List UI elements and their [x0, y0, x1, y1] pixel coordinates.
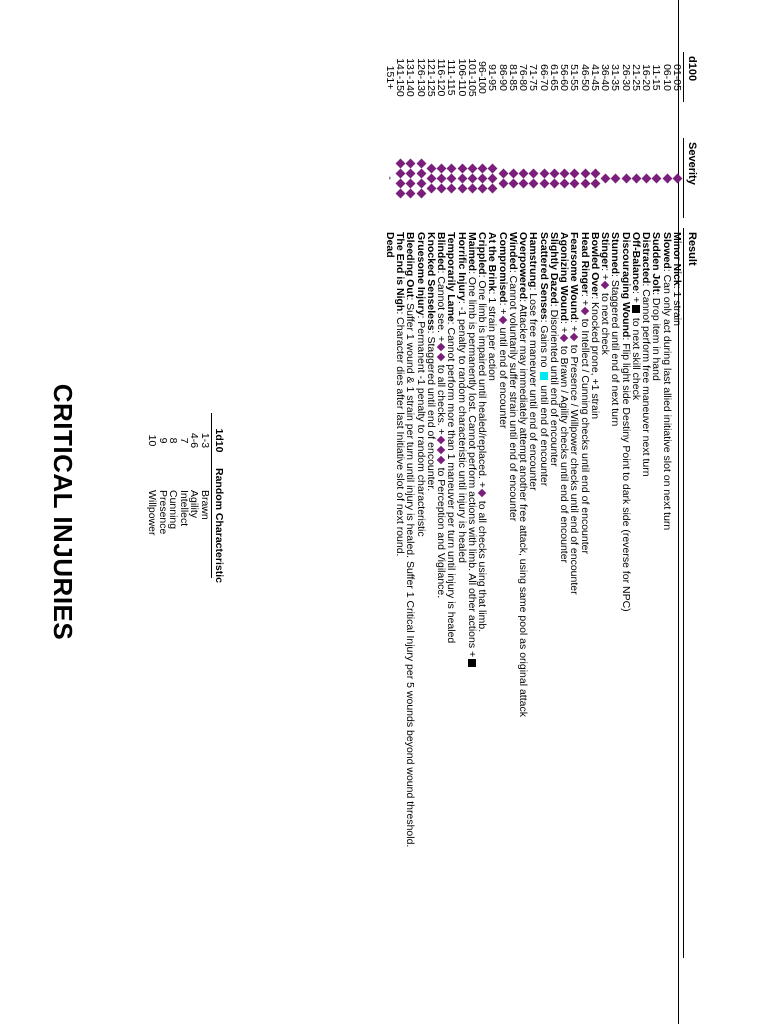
- random-characteristic-table: [147, 413, 225, 583]
- rc-roll: 1-3: [199, 432, 211, 449]
- result-text: : One limb is permanently lost. Cannot perform actions with limb. All other actions +: [466, 271, 478, 658]
- result-text: : Staggered until end of next turn: [609, 274, 622, 427]
- result-text: : -1 penalty to random characteristic until injury is healed: [455, 300, 468, 563]
- d100-range: 61-65: [548, 64, 560, 91]
- d100-range: 141-150: [394, 58, 407, 97]
- severity-cell: [551, 138, 559, 218]
- severity-diamond-icon: [488, 163, 498, 173]
- severity-cell: [613, 138, 621, 218]
- result-text: : Drop item in hand: [650, 292, 663, 381]
- severity-diamond-icon: [437, 173, 447, 183]
- header-rule: [683, 138, 684, 218]
- boost-die-icon: [540, 372, 548, 380]
- d100-range: 46-50: [578, 64, 591, 91]
- difficulty-diamond-icon: [478, 489, 486, 497]
- table-row: [549, 0, 559, 1024]
- table-row: [477, 0, 487, 1024]
- d100-range: 151+: [384, 65, 396, 90]
- result-text: : +: [568, 319, 581, 332]
- d100-range: 101-105: [466, 58, 478, 97]
- d100-range: 66-70: [537, 64, 550, 91]
- severity-diamond-icon: [529, 178, 539, 188]
- injury-name: Distracted: [640, 232, 653, 284]
- d100-range: 21-25: [630, 64, 642, 91]
- injury-name: Blinded: [435, 232, 448, 271]
- result-cell: [539, 232, 549, 486]
- difficulty-die-icon: [435, 342, 447, 362]
- rc-header: [213, 413, 225, 583]
- injury-name: Knocked Senseless: [425, 232, 437, 331]
- result-text: until end of encounter: [496, 324, 509, 429]
- rc-stat: Agility: [188, 490, 201, 519]
- d100-range: 16-20: [640, 64, 653, 91]
- severity-diamond-icon: [437, 183, 447, 193]
- d100-range: 131-140: [404, 58, 417, 97]
- result-text: : Gains no: [537, 319, 550, 371]
- result-text: to all checks using that limb.: [476, 497, 489, 633]
- injury-name: Winded: [507, 232, 519, 270]
- severity-diamond-icon: [396, 158, 406, 168]
- severity-diamond-icon: [457, 173, 467, 183]
- rc-row: [189, 413, 200, 583]
- result-cell: [457, 232, 467, 563]
- severity-cell: [520, 138, 528, 218]
- severity-cell: [500, 138, 508, 218]
- injury-name: The End is Nigh: [394, 232, 407, 312]
- rc-stat: Brawn: [199, 490, 211, 520]
- severity-cell: [469, 138, 477, 218]
- d100-range: 01-05: [671, 64, 683, 91]
- severity-diamond-icon: [416, 178, 426, 188]
- injury-name: Stunned: [609, 232, 622, 274]
- severity-diamond-icon: [529, 168, 539, 178]
- severity-diamond-icon: [416, 168, 426, 178]
- severity-cell: [623, 138, 631, 218]
- severity-diamond-icon: [519, 178, 529, 188]
- severity-diamond-icon: [406, 158, 416, 168]
- difficulty-die-icon: [599, 280, 611, 290]
- setback-die-icon: [468, 659, 476, 667]
- rc-roll: 4-6: [188, 432, 201, 449]
- result-text: : Staggered until end of encounter.: [425, 330, 437, 492]
- severity-diamond-icon: [457, 163, 467, 173]
- d100-range: 11-15: [650, 64, 663, 91]
- result-cell: [405, 232, 415, 847]
- table-row: [395, 0, 405, 1024]
- severity-diamond-icon: [498, 178, 508, 188]
- severity-diamond-icon: [447, 183, 457, 193]
- result-cell: [416, 232, 426, 537]
- page-title: CRITICAL INJURIES: [48, 383, 78, 641]
- result-text: : Can only act during last allied initiative slot on next turn: [660, 268, 673, 531]
- severity-diamond-icon: [468, 173, 478, 183]
- rc-stat: Willpower: [146, 490, 159, 536]
- severity-cell: [664, 138, 672, 218]
- severity-diamond-icon: [601, 173, 611, 183]
- d100-range: 31-35: [609, 64, 622, 91]
- severity-diamond-icon: [642, 173, 652, 183]
- result-text: : +: [496, 302, 509, 315]
- rc-stat: Cunning: [167, 490, 180, 530]
- severity-diamond-icon: [509, 178, 519, 188]
- severity-diamond-icon: [396, 188, 406, 198]
- header-result: Result: [686, 232, 698, 266]
- result-text: to all checks. +: [435, 362, 448, 435]
- result-cell: [559, 232, 569, 563]
- table-row: [600, 0, 610, 1024]
- result-text: : Flip light side Destiny Point to dark side (reverse for NPC): [619, 337, 632, 612]
- injury-name: Maimed: [466, 232, 478, 272]
- injury-name: Scattered Senses: [537, 232, 550, 320]
- rc-stat: Intellect: [178, 490, 190, 527]
- severity-diamond-icon: [673, 173, 683, 183]
- severity-diamond-icon: [406, 168, 416, 178]
- severity-cell: [490, 138, 498, 218]
- result-cell: [467, 232, 477, 669]
- table-row: [651, 0, 661, 1024]
- severity-diamond-icon: [416, 158, 426, 168]
- result-cell: [436, 232, 446, 598]
- result-text: to Presence / Willpower checks until end of encounter: [568, 341, 581, 595]
- result-text: : 1 strain per action: [486, 291, 499, 381]
- severity-diamond-icon: [406, 178, 416, 188]
- table-row: [518, 0, 528, 1024]
- result-text: : Cannot voluntarily suffer strain until end of encounter: [507, 269, 519, 522]
- injury-name: Slightly Dazed: [548, 232, 560, 304]
- severity-diamond-icon: [396, 168, 406, 178]
- d100-range: 56-60: [558, 64, 571, 91]
- table-row: [662, 0, 672, 1024]
- severity-diamond-icon: [560, 178, 570, 188]
- rc-row: [179, 413, 190, 583]
- injury-name: Bleeding Out: [404, 232, 417, 298]
- difficulty-die-icon: [569, 332, 581, 342]
- severity-cell: [674, 138, 682, 218]
- d100-range: 06-10: [660, 64, 673, 91]
- difficulty-die-icon: [579, 306, 591, 316]
- result-text: : +: [558, 321, 571, 333]
- injury-name: Compromised: [496, 232, 509, 303]
- severity-cell: [633, 138, 641, 218]
- injury-name: Agonizing Wound: [558, 232, 571, 322]
- severity-diamond-icon: [427, 173, 437, 183]
- result-cell: [528, 232, 538, 491]
- table-row: [672, 0, 682, 1024]
- severity-diamond-icon: [570, 178, 580, 188]
- result-text: : Knocked prone, +1 strain: [589, 296, 601, 420]
- severity-diamond-icon: [580, 178, 590, 188]
- rc-row: [168, 413, 179, 583]
- setback-die-icon: [632, 305, 640, 313]
- table-row: [610, 0, 620, 1024]
- severity-diamond-icon: [570, 168, 580, 178]
- injury-table: [385, 0, 682, 1024]
- result-cell: [569, 232, 579, 595]
- injury-name: Fearsome Wound: [568, 232, 581, 320]
- result-text: : +: [599, 268, 612, 281]
- severity-diamond-icon: [437, 163, 447, 173]
- rc-row: [147, 413, 158, 583]
- severity-diamond-icon: [447, 163, 457, 173]
- difficulty-diamond-icon: [498, 315, 506, 323]
- injury-name: Dead: [384, 232, 396, 258]
- severity-cell: -: [384, 176, 396, 180]
- severity-diamond-icon: [468, 183, 478, 193]
- severity-diamond-icon: [478, 163, 488, 173]
- result-cell: [651, 232, 661, 381]
- severity-cell: [654, 138, 662, 218]
- severity-diamond-icon: [591, 168, 601, 178]
- rc-rule: [211, 413, 212, 578]
- header-rule: [683, 228, 684, 958]
- result-cell: [672, 232, 682, 326]
- rc-header-stat: Random Characteristic: [213, 468, 225, 583]
- result-cell: [385, 232, 395, 258]
- severity-diamond-icon: [652, 173, 662, 183]
- d100-range: 106-110: [455, 58, 468, 97]
- table-row: [498, 0, 508, 1024]
- difficulty-diamond-icon: [560, 334, 568, 342]
- injury-name: Crippled: [476, 232, 489, 275]
- d100-range: 116-120: [435, 58, 448, 97]
- injury-name: Minor Nick: [671, 232, 683, 286]
- table-row: [405, 0, 415, 1024]
- rc-roll: 10: [146, 434, 159, 447]
- result-text: : Lose free maneuver until end of encounter: [527, 287, 540, 491]
- rc-roll: 9: [157, 437, 169, 444]
- result-cell: [580, 232, 590, 554]
- result-cell: [508, 232, 518, 521]
- result-text: : Attacker may immediately attempt another free attack, using same pool as original attack: [517, 299, 530, 717]
- result-cell: [498, 232, 508, 428]
- severity-diamond-icon: [662, 173, 672, 183]
- severity-diamond-icon: [550, 168, 560, 178]
- difficulty-die-icon: [476, 488, 488, 498]
- result-text: : Character dies after last Initiative slot of next round.: [394, 311, 407, 557]
- table-row: [539, 0, 549, 1024]
- severity-diamond-icon: [478, 173, 488, 183]
- table-row: [641, 0, 651, 1024]
- rc-row: [158, 413, 169, 583]
- severity-diamond-icon: [580, 168, 590, 178]
- result-text: : 1 strain: [671, 285, 683, 326]
- result-text: : Permanent -1 penalty to random characteristic: [414, 315, 427, 537]
- header-rule: [683, 52, 684, 102]
- result-cell: [395, 232, 405, 556]
- severity-diamond-icon: [550, 178, 560, 188]
- table-row: [508, 0, 518, 1024]
- severity-diamond-icon: [416, 188, 426, 198]
- severity-cell: [582, 138, 590, 218]
- injury-name: Hamstrung: [527, 232, 540, 288]
- d100-range: 81-85: [507, 64, 519, 91]
- table-row: [580, 0, 590, 1024]
- difficulty-die-icon: [558, 333, 570, 343]
- severity-diamond-icon: [519, 168, 529, 178]
- result-cell: [477, 232, 487, 632]
- severity-cell: [572, 138, 580, 218]
- severity-diamond-icon: [621, 173, 631, 183]
- d100-range: 51-55: [568, 64, 581, 91]
- severity-cell: [418, 138, 426, 218]
- result-text: to Intellect / Cunning checks until end of encounter: [578, 315, 591, 554]
- d100-range: 41-45: [589, 64, 601, 91]
- d100-range: 36-40: [599, 64, 612, 91]
- severity-diamond-icon: [406, 188, 416, 198]
- difficulty-die-icon: [435, 435, 447, 465]
- result-text: : +: [578, 293, 591, 306]
- rc-body: [147, 413, 210, 583]
- injury-name: At the Brink: [486, 232, 499, 292]
- header-d100: d100: [686, 56, 698, 82]
- table-row: [621, 0, 631, 1024]
- severity-cell: [397, 138, 405, 218]
- d100-range: 71-75: [527, 64, 540, 91]
- severity-cell: [541, 138, 549, 218]
- severity-diamond-icon: [488, 183, 498, 193]
- rc-header-roll: 1d10: [213, 428, 225, 453]
- injury-name: Gruesome Injury: [414, 232, 427, 316]
- severity-diamond-icon: [427, 163, 437, 173]
- result-text: to next skill check: [630, 314, 642, 401]
- severity-diamond-icon: [611, 173, 621, 183]
- table-row: [446, 0, 456, 1024]
- result-cell: [426, 232, 436, 491]
- injury-name: Sudden Jolt: [650, 232, 663, 293]
- result-text: until end of encounter: [537, 382, 550, 487]
- injury-name: Off-Balance: [630, 232, 642, 291]
- injury-name: Stinger: [599, 232, 612, 269]
- severity-cell: [459, 138, 467, 218]
- d100-range: 121-125: [425, 58, 437, 97]
- result-text: : Cannot perform more than 1 maneuver per turn until injury is healed: [445, 321, 458, 644]
- severity-diamond-icon: [468, 163, 478, 173]
- d100-range: 76-80: [517, 64, 530, 91]
- severity-diamond-icon: [560, 168, 570, 178]
- table-row: [467, 0, 477, 1024]
- rc-roll: 8: [167, 437, 180, 444]
- severity-diamond-icon: [396, 178, 406, 188]
- severity-diamond-icon: [488, 173, 498, 183]
- d100-range: 111-115: [445, 59, 458, 96]
- header-severity: Severity: [686, 142, 698, 185]
- result-cell: [446, 232, 456, 643]
- rc-row: [200, 413, 211, 583]
- result-cell: [600, 232, 610, 355]
- injury-name: Bowled Over: [589, 232, 601, 297]
- difficulty-diamond-icon: [437, 455, 445, 463]
- result-text: : One limb is impaired until healed/replaced. +: [476, 274, 489, 488]
- severity-cell: [438, 138, 446, 218]
- table-row: [457, 0, 467, 1024]
- severity-cell: [531, 138, 539, 218]
- difficulty-die-icon: [497, 315, 509, 325]
- rc-stat: Presence: [157, 490, 169, 535]
- result-text: : Disoriented until end of encounter: [548, 303, 560, 467]
- result-cell: [631, 232, 641, 400]
- severity-cell: [602, 138, 610, 218]
- rc-roll: 7: [178, 437, 190, 444]
- severity-cell: [510, 138, 518, 218]
- difficulty-diamond-icon: [437, 445, 445, 453]
- result-text: to Perception and Vigilance.: [435, 464, 448, 599]
- table-row: [436, 0, 446, 1024]
- severity-diamond-icon: [478, 183, 488, 193]
- table-row: [416, 0, 426, 1024]
- severity-cell: [449, 138, 457, 218]
- severity-diamond-icon: [509, 168, 519, 178]
- result-text: : Suffer 1 wound & 1 strain per turn until injury is healed. Suffer 1 Critical Injury per 5 wounds beyond wound threshold.: [404, 297, 417, 848]
- result-text: : Cannot see. +: [435, 270, 448, 343]
- result-text: to Brawn / Agility checks until end of encounter: [558, 343, 571, 564]
- result-text: : +: [630, 290, 642, 303]
- result-cell: [487, 232, 497, 381]
- table-row: [569, 0, 579, 1024]
- severity-diamond-icon: [427, 183, 437, 193]
- injury-name: Discouraging Wound: [619, 232, 632, 338]
- table-row: [559, 0, 569, 1024]
- difficulty-diamond-icon: [580, 307, 588, 315]
- d100-range: 26-30: [619, 64, 632, 91]
- table-row: [590, 0, 600, 1024]
- injury-name: Slowed: [660, 232, 673, 269]
- d100-range: 126-130: [414, 58, 427, 97]
- severity-diamond-icon: [457, 183, 467, 193]
- difficulty-diamond-icon: [437, 343, 445, 351]
- table-row: [528, 0, 538, 1024]
- d100-range: 86-90: [496, 64, 509, 91]
- difficulty-diamond-icon: [601, 281, 609, 289]
- table-row: [631, 0, 641, 1024]
- difficulty-diamond-icon: [437, 353, 445, 361]
- severity-diamond-icon: [591, 178, 601, 188]
- difficulty-diamond-icon: [570, 333, 578, 341]
- severity-diamond-icon: [498, 168, 508, 178]
- difficulty-diamond-icon: [437, 435, 445, 443]
- severity-diamond-icon: [632, 173, 642, 183]
- result-cell: [590, 232, 600, 419]
- result-cell: [621, 232, 631, 612]
- table-row: [426, 0, 436, 1024]
- result-cell: [518, 232, 528, 717]
- severity-cell: [428, 138, 436, 218]
- severity-cell: [479, 138, 487, 218]
- severity-cell: [561, 138, 569, 218]
- result-cell: [641, 232, 651, 477]
- result-cell: [662, 232, 672, 530]
- severity-cell: [592, 138, 600, 218]
- severity-cell: [643, 138, 651, 218]
- table-row: [487, 0, 497, 1024]
- result-text: to next check: [599, 290, 612, 355]
- table-row: [385, 0, 395, 1024]
- result-cell: [610, 232, 620, 426]
- injury-name: Overpowered: [517, 232, 530, 300]
- severity-diamond-icon: [539, 178, 549, 188]
- severity-cell: [408, 138, 416, 218]
- injury-name: Head Ringer: [578, 232, 591, 294]
- severity-diamond-icon: [447, 173, 457, 183]
- d100-range: 91-95: [486, 64, 499, 91]
- injury-name: Horrific Injury: [455, 232, 468, 301]
- severity-diamond-icon: [539, 168, 549, 178]
- d100-range: 96-100: [476, 61, 489, 94]
- injury-name: Temporarily Lame: [445, 232, 458, 322]
- result-text: : Cannot perform free maneuver next turn: [640, 283, 653, 477]
- result-cell: [549, 232, 559, 467]
